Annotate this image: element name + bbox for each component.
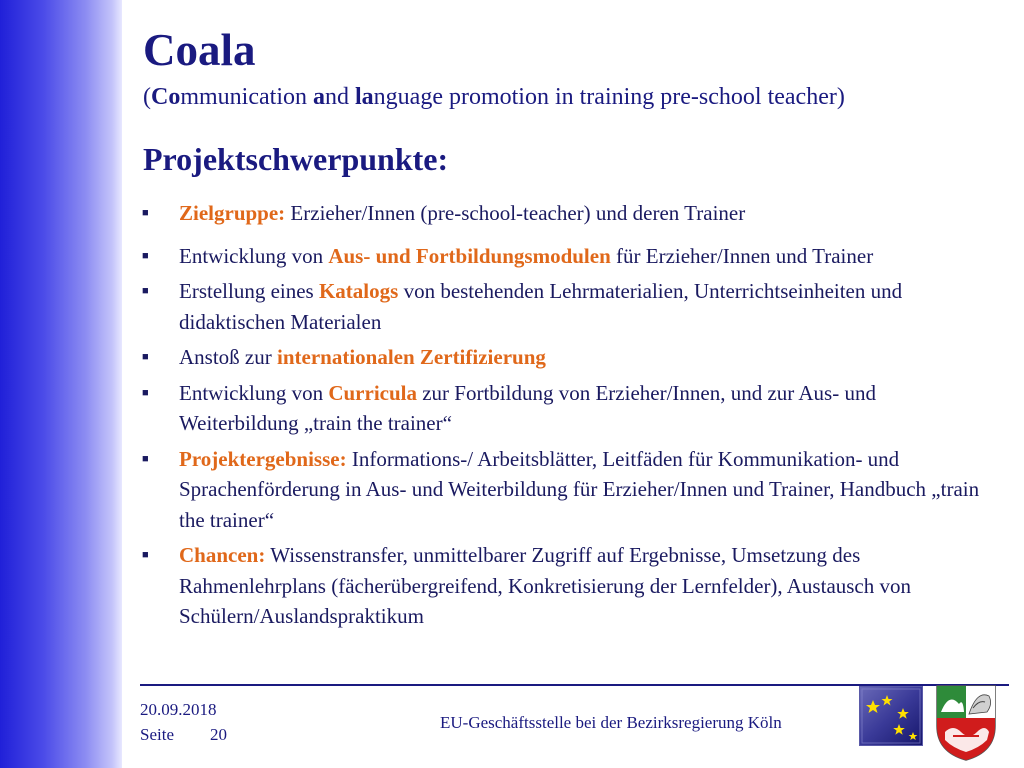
bullet-module xyxy=(140,241,990,272)
subtitle-paren: ( xyxy=(143,84,151,110)
bullet-text: Wissenstransfer, unmittelbarer Zugriff auf Ergebnisse, Umsetzung des Rahmenlehrplans (fächerübergreifend, Konkretisierung der Lernfelder), Austausch von Schülern/Auslandspraktikum xyxy=(179,543,912,628)
subtitle-text-3: nguage promotion in training pre-school teacher) xyxy=(373,84,845,110)
section-heading: Projektschwerpunkte: xyxy=(143,141,449,177)
bullet-highlight: Katalogs xyxy=(318,279,399,303)
eu-stars-logo-icon xyxy=(859,686,923,746)
bullet-text: für Erzieher/Innen und Trainer xyxy=(610,243,874,268)
bullet-text: Anstoß zur xyxy=(179,345,277,369)
bullet-zertifizierung xyxy=(140,342,990,373)
bullet-square-icon: ■ xyxy=(142,452,149,465)
bullet-square-icon: ■ xyxy=(142,285,149,297)
bullet-curricula xyxy=(140,378,990,439)
subtitle-bold-1: Co xyxy=(151,84,181,110)
nrw-coat-of-arms-icon xyxy=(933,682,999,762)
bullet-text: von bestehenden Lehrmaterialien, Unterrichtseinheiten und didaktischen Materialen xyxy=(179,279,903,334)
bullet-projektergebnisse xyxy=(140,444,990,536)
subtitle-text-1: mmunication xyxy=(180,84,313,110)
subtitle-bold-3: la xyxy=(355,84,374,110)
bullet-text: Entwicklung von xyxy=(179,380,329,405)
bullet-square-icon: ■ xyxy=(142,351,149,363)
bullet-square-icon: ■ xyxy=(142,549,149,561)
bullet-text: Erzieher/Innen (pre-school-teacher) und deren Trainer xyxy=(285,201,746,225)
footer-organization: EU-Geschäftsstelle bei der Bezirksregierung Köln xyxy=(440,713,782,732)
bullet-zielgruppe xyxy=(140,198,990,229)
subtitle-text-2: nd xyxy=(325,84,355,110)
bullet-list xyxy=(140,198,990,632)
footer-page-label: Seite xyxy=(140,725,174,744)
bullet-highlight: Aus- und Fortbildungsmodulen xyxy=(328,243,611,268)
bullet-text: Entwicklung von xyxy=(179,243,329,268)
slide-title: Coala xyxy=(143,25,256,75)
bullet-highlight: internationalen Zertifizierung xyxy=(277,345,546,369)
footer-date: 20.09.2018 xyxy=(140,700,217,719)
bullet-highlight: Curricula xyxy=(328,380,417,405)
bullet-chancen xyxy=(140,540,990,632)
bullet-text: Erstellung eines xyxy=(179,279,319,303)
slide-subtitle xyxy=(143,84,845,111)
bullet-square-icon: ■ xyxy=(142,249,149,262)
footer-page-number: 20 xyxy=(210,725,227,744)
bullet-katalog xyxy=(140,276,990,337)
bullet-square-icon: ■ xyxy=(142,207,149,219)
bullet-square-icon: ■ xyxy=(142,386,149,399)
subtitle-bold-2: a xyxy=(313,84,325,110)
bullet-text: zur Fortbildung von Erzieher/Innen, und zur Aus- und Weiterbildung „train the trainer“ xyxy=(179,380,876,435)
decorative-sidebar xyxy=(0,0,122,768)
bullet-text: Informations-/ Arbeitsblätter, Leitfäden für Kommunikation- und Sprachenförderung in Aus- und Weiterbildung für Erzieher/Innen und Trainer, Handbuch „train the trainer“ xyxy=(179,446,980,532)
bullet-highlight: Zielgruppe: xyxy=(179,201,286,225)
bullet-highlight: Chancen: xyxy=(179,543,266,567)
bullet-highlight: Projektergebnisse: xyxy=(179,446,347,471)
